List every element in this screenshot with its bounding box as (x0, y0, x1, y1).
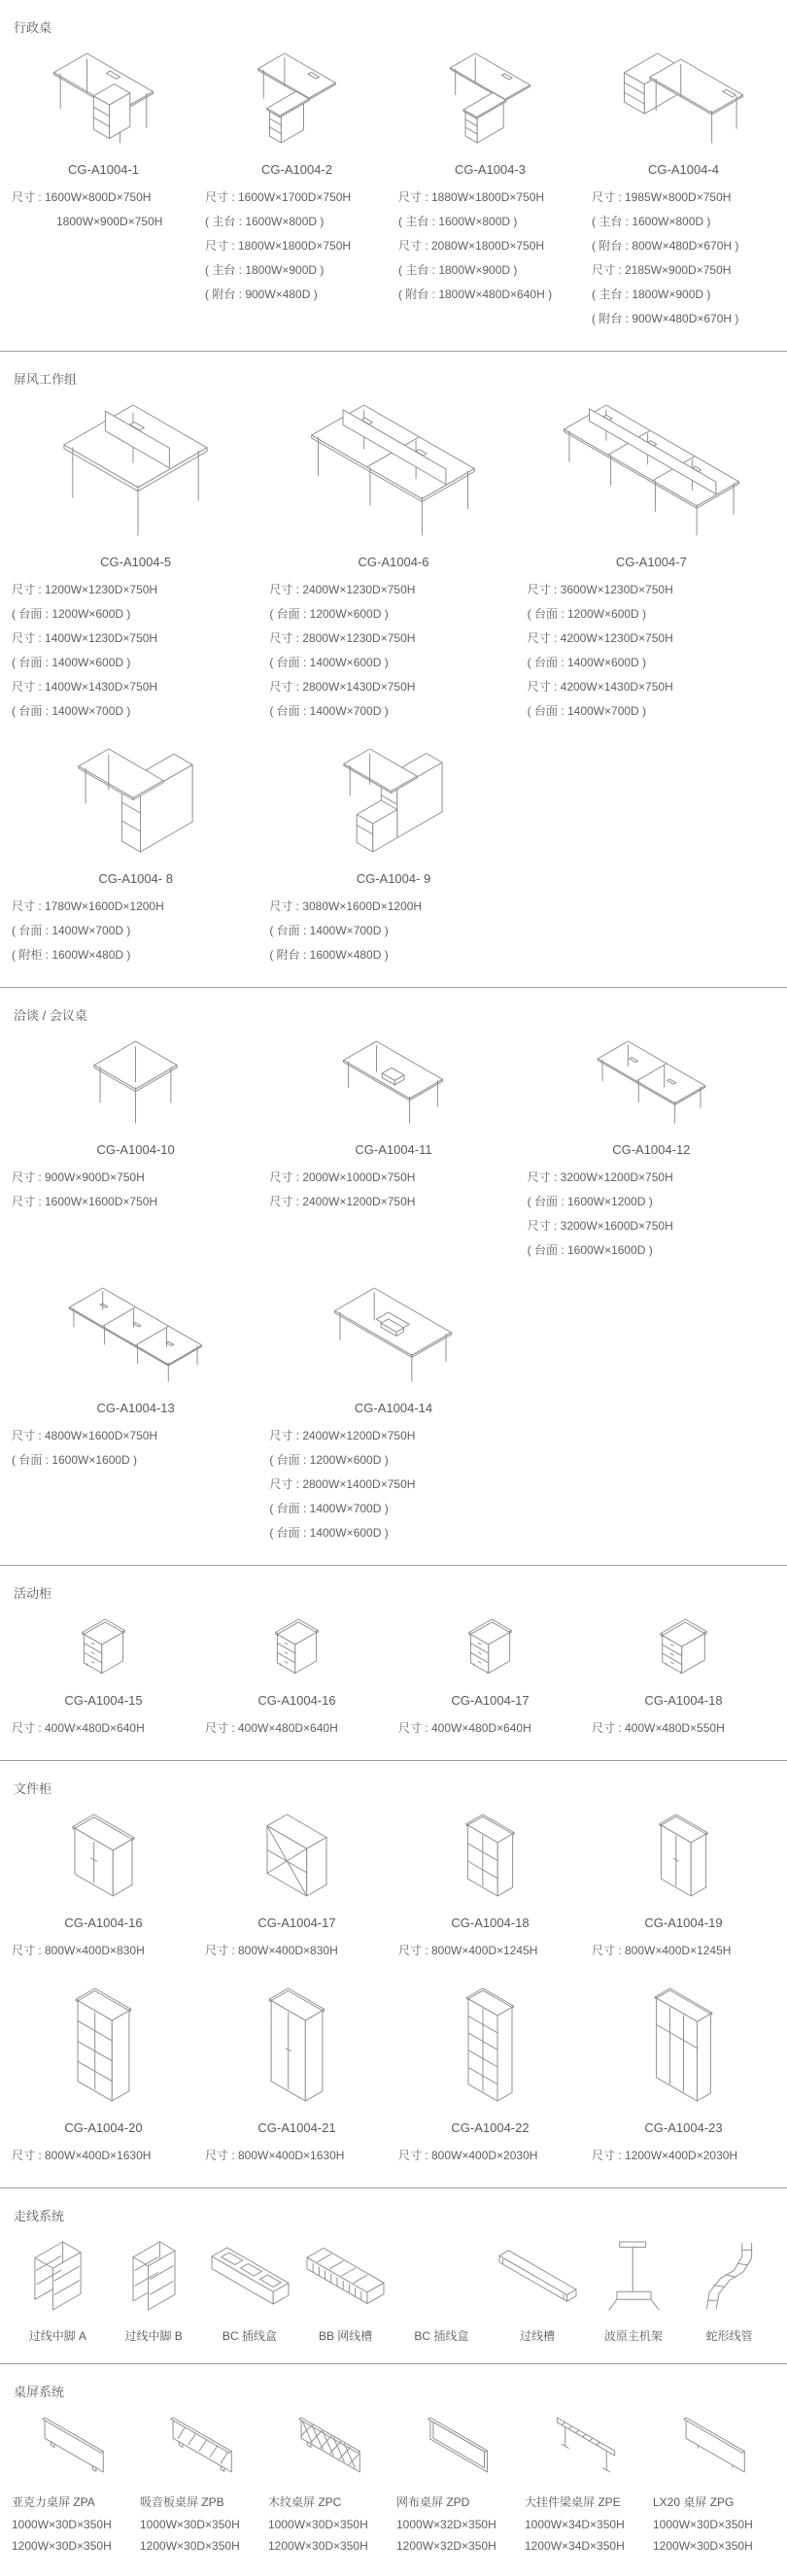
screen-lx20-icon (653, 2410, 775, 2480)
product-spec-line: ( 附柜 : 1600W×480D ) (12, 948, 131, 962)
workstation-1-icon (12, 397, 259, 543)
product-spec-line: ( 台面 : 1400W×600D ) (527, 656, 647, 669)
product-card (12, 1611, 195, 1741)
wiring-item (683, 2234, 775, 2344)
product-spec-line: ( 主台 : 1600W×800D ) (592, 215, 711, 228)
product-spec-line: ( 台面 : 1400W×600D ) (269, 656, 389, 669)
product-code: CG-A1004-2 (261, 162, 332, 177)
desk-l-return-icon (205, 46, 389, 151)
section-title: 文件柜 (14, 1781, 52, 1796)
product-spec-line: 尺寸 : 400W×480D×640H (205, 1721, 338, 1735)
product-card (592, 1981, 775, 2168)
desk-screen-item (653, 2410, 775, 2557)
product-spec-line: 1800W×900D×750H (56, 215, 163, 228)
section-filing-cabinets (0, 1760, 787, 2187)
cabinet-tall-doors-icon (205, 1981, 389, 2109)
product-spec-line: 尺寸 : 800W×400D×2030H (398, 2149, 538, 2162)
product-card (12, 397, 259, 724)
product-spec-line: 尺寸 : 2000W×1000D×750H (269, 1170, 416, 1184)
table-long-2-icon (528, 1034, 775, 1131)
product-spec-line: 尺寸 : 800W×400D×1245H (592, 1944, 732, 1957)
product-code: CG-A1004-5 (100, 555, 172, 569)
product-card (398, 1611, 582, 1741)
product-spec-line: 尺寸 : 1780W×1600D×1200H (12, 899, 164, 913)
wiring-item-label: BC 插线盒 (414, 2329, 469, 2343)
product-spec-line: ( 附台 : 1800W×480D×640H ) (398, 288, 553, 301)
desk-screen-item (12, 2410, 134, 2557)
product-card (12, 46, 195, 331)
table-long-3-icon (12, 1280, 259, 1389)
section-title: 走线系统 (14, 2209, 65, 2223)
product-spec-line: ( 主台 : 1800W×900D ) (592, 288, 711, 301)
product-code: CG-A1004-4 (648, 162, 719, 177)
section-desk-screens (0, 2363, 787, 2576)
cabinet-xtall-wide-icon (592, 1981, 775, 2109)
product-spec-line: 尺寸 : 4800W×1600D×750H (12, 1429, 158, 1442)
product-card (205, 1807, 389, 1963)
product-spec-line: ( 台面 : 1200W×600D ) (527, 607, 647, 621)
product-spec-line: 尺寸 : 1600W×1700D×750H (205, 190, 352, 204)
product-code: CG-A1004-17 (451, 1693, 530, 1708)
product-card (592, 1807, 775, 1963)
product-spec-line: ( 台面 : 1400W×700D ) (527, 704, 647, 718)
screen-acrylic-icon (12, 2410, 134, 2480)
cabinet-low-open-icon (205, 1807, 389, 1904)
section-screen-workstations (0, 351, 787, 987)
product-card (12, 1807, 195, 1963)
product-spec-line: ( 台面 : 1400W×700D ) (269, 924, 389, 937)
section-mobile-pedestals (0, 1565, 787, 1760)
product-card (269, 741, 517, 967)
desk-screen-dim: 1200W×30D×350H (12, 2539, 112, 2553)
product-card (398, 1807, 582, 1963)
wiring-item (108, 2234, 200, 2344)
product-code: CG-A1004-6 (358, 555, 429, 569)
empty-cell (528, 741, 775, 967)
desk-screen-item (525, 2410, 647, 2557)
product-spec-line: 尺寸 : 1800W×1800D×750H (205, 239, 352, 253)
product-card (269, 397, 517, 724)
product-card (205, 1981, 389, 2168)
product-code: CG-A1004-7 (615, 555, 687, 569)
product-code: CG-A1004-23 (644, 2120, 723, 2135)
product-spec-line: ( 台面 : 1600W×1600D ) (527, 1243, 653, 1257)
product-spec-line: 尺寸 : 1600W×800D×750H (12, 190, 152, 204)
mobile-pedestal-short-icon (592, 1611, 775, 1681)
empty-cell (528, 1280, 775, 1545)
desk-straight-pedestal-icon (12, 46, 195, 151)
desk-screen-dim: 1000W×32D×350H (396, 2518, 496, 2531)
product-spec-line: 尺寸 : 3080W×1600D×1200H (269, 899, 423, 913)
product-code: CG-A1004-12 (612, 1142, 691, 1157)
section-meeting-tables (0, 987, 787, 1565)
product-code: CG-A1004-22 (451, 2120, 530, 2135)
desk-screen-dim: 1000W×30D×350H (653, 2518, 753, 2531)
product-code: CG-A1004-16 (64, 1915, 143, 1930)
desk-screen-name: LX20 桌屏 ZPG (653, 2495, 735, 2509)
wiring-item-label: 过线槽 (520, 2329, 556, 2343)
product-card (398, 1981, 582, 2168)
product-spec-line: 尺寸 : 800W×400D×830H (205, 1944, 338, 1957)
workstation-hutch-b-icon (269, 741, 517, 860)
product-spec-line: ( 附台 : 900W×480D ) (205, 288, 318, 301)
product-spec-line: ( 台面 : 1200W×600D ) (12, 607, 131, 621)
cable-duct-icon (492, 2234, 584, 2318)
product-code: CG-A1004-18 (644, 1693, 723, 1708)
product-spec-line: 尺寸 : 1600W×1600D×750H (12, 1195, 158, 1208)
product-card (12, 1280, 259, 1545)
section-title: 活动柜 (14, 1586, 52, 1601)
desk-screen-dim: 1200W×32D×350H (396, 2539, 496, 2553)
product-card (12, 741, 259, 967)
product-spec-line: 尺寸 : 1200W×1230D×750H (12, 583, 158, 596)
workstation-2-icon (269, 397, 517, 543)
product-spec-line: ( 台面 : 1400W×700D ) (269, 1502, 389, 1515)
product-code: CG-A1004-10 (96, 1142, 175, 1157)
product-card (592, 46, 775, 331)
screen-acoustic-icon (140, 2410, 262, 2480)
product-code: CG-A1004-14 (354, 1401, 433, 1415)
product-code: CG-A1004- 9 (356, 871, 431, 886)
screen-mesh-icon (396, 2410, 519, 2480)
wiring-item (588, 2234, 680, 2344)
section-executive-desks (0, 0, 787, 351)
product-spec-line: ( 主台 : 1600W×800D ) (205, 215, 325, 228)
product-spec-line: ( 主台 : 1800W×900D ) (205, 263, 325, 277)
product-spec-line: 尺寸 : 400W×480D×640H (398, 1721, 531, 1735)
product-spec-line: 尺寸 : 1880W×1800D×750H (398, 190, 545, 204)
cabinet-xtall-glass-icon (398, 1981, 582, 2109)
cpu-holder-icon (588, 2234, 680, 2318)
product-spec-line: 尺寸 : 3200W×1600D×750H (527, 1219, 673, 1233)
product-spec-line: ( 主台 : 1800W×900D ) (398, 263, 518, 277)
product-spec-line: ( 台面 : 1400W×600D ) (269, 1526, 389, 1540)
product-spec-line: 尺寸 : 2800W×1430D×750H (269, 680, 416, 694)
desk-screen-name: 吸音板桌屏 ZPB (140, 2495, 224, 2509)
product-spec-line: 尺寸 : 1400W×1230D×750H (12, 631, 158, 645)
product-code: CG-A1004-16 (257, 1693, 336, 1708)
product-spec-line: 尺寸 : 3200W×1200D×750H (527, 1170, 673, 1184)
section-title: 桌屏系统 (14, 2385, 65, 2399)
desk-screen-item (396, 2410, 519, 2557)
product-spec-line: ( 台面 : 1400W×700D ) (12, 704, 131, 718)
mobile-pedestal-icon (205, 1611, 389, 1681)
product-code: CG-A1004-19 (644, 1915, 723, 1930)
product-spec-line: ( 台面 : 1200W×600D ) (269, 607, 389, 621)
product-spec-line: 尺寸 : 900W×900D×750H (12, 1170, 145, 1184)
desk-screen-name: 大挂件梁桌屏 ZPE (525, 2495, 621, 2509)
product-spec-line: 尺寸 : 400W×480D×550H (592, 1721, 725, 1735)
product-spec-line: 尺寸 : 1985W×800D×750H (592, 190, 732, 204)
product-code: CG-A1004-11 (355, 1142, 432, 1157)
product-code: CG-A1004-13 (96, 1401, 175, 1415)
product-spec-line: 尺寸 : 2400W×1230D×750H (269, 583, 416, 596)
product-spec-line: ( 台面 : 1400W×600D ) (12, 656, 131, 669)
mobile-pedestal-icon (12, 1611, 195, 1681)
desk-screen-dim: 1200W×34D×350H (525, 2539, 625, 2553)
screen-wood-icon (268, 2410, 391, 2480)
product-spec-line: ( 台面 : 1400W×700D ) (269, 704, 389, 718)
product-spec-line: 尺寸 : 1400W×1430D×750H (12, 680, 158, 694)
cabinet-mid-glass-icon (398, 1807, 582, 1904)
desk-screen-name: 木纹桌屏 ZPC (268, 2495, 342, 2509)
section-wiring-system (0, 2187, 787, 2363)
desk-screen-dim: 1200W×30D×350H (653, 2539, 753, 2553)
desk-screen-name: 网布桌屏 ZPD (396, 2495, 470, 2509)
table-tray-icon (269, 1280, 517, 1389)
socket-box-icon (204, 2234, 296, 2318)
product-code: CG-A1004-3 (455, 162, 526, 177)
desk-screen-dim: 1200W×30D×350H (140, 2539, 240, 2553)
product-card (269, 1034, 517, 1263)
screen-beam-icon (525, 2410, 647, 2480)
wiring-item (395, 2234, 488, 2344)
product-spec-line: 尺寸 : 2800W×1400D×750H (269, 1477, 416, 1491)
desk-side-cabinet-icon (592, 46, 775, 151)
wiring-item-label: BC 插线盒 (222, 2329, 277, 2343)
product-code: CG-A1004-15 (64, 1693, 143, 1708)
desk-screen-item (268, 2410, 391, 2557)
desk-screen-dim: 1200W×30D×350H (268, 2539, 368, 2553)
product-spec-line: 尺寸 : 2185W×900D×750H (592, 263, 732, 277)
mobile-pedestal-icon (398, 1611, 582, 1681)
table-square-icon (12, 1034, 259, 1131)
product-card (592, 1611, 775, 1741)
product-card (528, 1034, 775, 1263)
product-spec-line: 尺寸 : 4200W×1230D×750H (527, 631, 673, 645)
product-card (398, 46, 582, 331)
section-title: 行政桌 (14, 20, 52, 35)
product-spec-line: 尺寸 : 4200W×1430D×750H (527, 680, 673, 694)
desk-screen-dim: 1000W×30D×350H (268, 2518, 368, 2531)
product-card (205, 1611, 389, 1741)
desk-l-cabinet-icon (398, 46, 582, 151)
product-spec-line: 尺寸 : 2080W×1800D×750H (398, 239, 545, 253)
product-spec-line: ( 主台 : 1600W×800D ) (398, 215, 518, 228)
product-card (269, 1280, 517, 1545)
product-spec-line: ( 附台 : 1600W×480D ) (269, 948, 389, 962)
socket-box-icon (395, 2234, 488, 2318)
wiring-item-label: BB 网线槽 (318, 2329, 373, 2343)
product-spec-line: 尺寸 : 800W×400D×830H (12, 1944, 145, 1957)
product-code: CG-A1004-18 (451, 1915, 530, 1930)
product-spec-line: 尺寸 : 800W×400D×1630H (205, 2149, 345, 2162)
workstation-hutch-a-icon (12, 741, 259, 860)
product-code: CG-A1004-21 (257, 2120, 336, 2135)
cable-tube-icon (683, 2234, 775, 2318)
product-spec-line: 尺寸 : 400W×480D×640H (12, 1721, 145, 1735)
wiring-item-label: 过线中脚 A (28, 2329, 87, 2343)
table-rect-icon (269, 1034, 517, 1131)
product-code: CG-A1004-1 (68, 162, 139, 177)
product-spec-line: 尺寸 : 3600W×1230D×750H (527, 583, 673, 596)
cabinet-tall-glass-icon (12, 1981, 195, 2109)
workstation-3-icon (528, 397, 775, 543)
section-title: 屏风工作组 (14, 372, 78, 387)
wiring-item (299, 2234, 392, 2344)
wiring-item-label: 波原主机架 (603, 2329, 663, 2343)
product-card (12, 1034, 259, 1263)
wiring-item (204, 2234, 296, 2344)
product-spec-line: 尺寸 : 2400W×1200D×750H (269, 1429, 416, 1442)
cable-tray-icon (299, 2234, 392, 2318)
wiring-item (492, 2234, 584, 2344)
product-spec-line: ( 台面 : 1600W×1200D ) (527, 1195, 653, 1208)
product-code: CG-A1004- 8 (98, 871, 173, 886)
product-card (528, 397, 775, 724)
desk-screen-dim: 1000W×30D×350H (12, 2518, 112, 2531)
wire-foot-b-icon (108, 2234, 200, 2318)
desk-screen-name: 亚克力桌屏 ZPA (12, 2495, 95, 2509)
product-spec-line: 尺寸 : 1200W×400D×2030H (592, 2149, 738, 2162)
product-spec-line: 尺寸 : 800W×400D×1245H (398, 1944, 538, 1957)
product-spec-line: 尺寸 : 2400W×1200D×750H (269, 1195, 416, 1208)
wiring-item-label: 过线中脚 B (124, 2329, 183, 2343)
product-spec-line: 尺寸 : 800W×400D×1630H (12, 2149, 152, 2162)
section-title: 洽谈 / 会议桌 (14, 1008, 87, 1023)
product-card (12, 1981, 195, 2168)
cabinet-low-doors-icon (12, 1807, 195, 1904)
desk-screen-item (140, 2410, 262, 2557)
product-spec-line: ( 台面 : 1600W×1600D ) (12, 1453, 138, 1467)
desk-screen-dim: 1000W×34D×350H (525, 2518, 625, 2531)
wire-foot-a-icon (12, 2234, 104, 2318)
product-code: CG-A1004-17 (257, 1915, 336, 1930)
wiring-item-label: 蛇形线管 (705, 2329, 753, 2343)
desk-screen-dim: 1000W×30D×350H (140, 2518, 240, 2531)
product-spec-line: ( 台面 : 1400W×700D ) (12, 924, 131, 937)
product-code: CG-A1004-20 (64, 2120, 143, 2135)
cabinet-mid-doors-icon (592, 1807, 775, 1904)
wiring-item (12, 2234, 104, 2344)
product-spec-line: ( 台面 : 1200W×600D ) (269, 1453, 389, 1467)
product-spec-line: ( 附台 : 800W×480D×670H ) (592, 239, 739, 253)
product-card (205, 46, 389, 331)
product-spec-line: 尺寸 : 2800W×1230D×750H (269, 631, 416, 645)
product-spec-line: ( 附台 : 900W×480D×670H ) (592, 312, 739, 325)
